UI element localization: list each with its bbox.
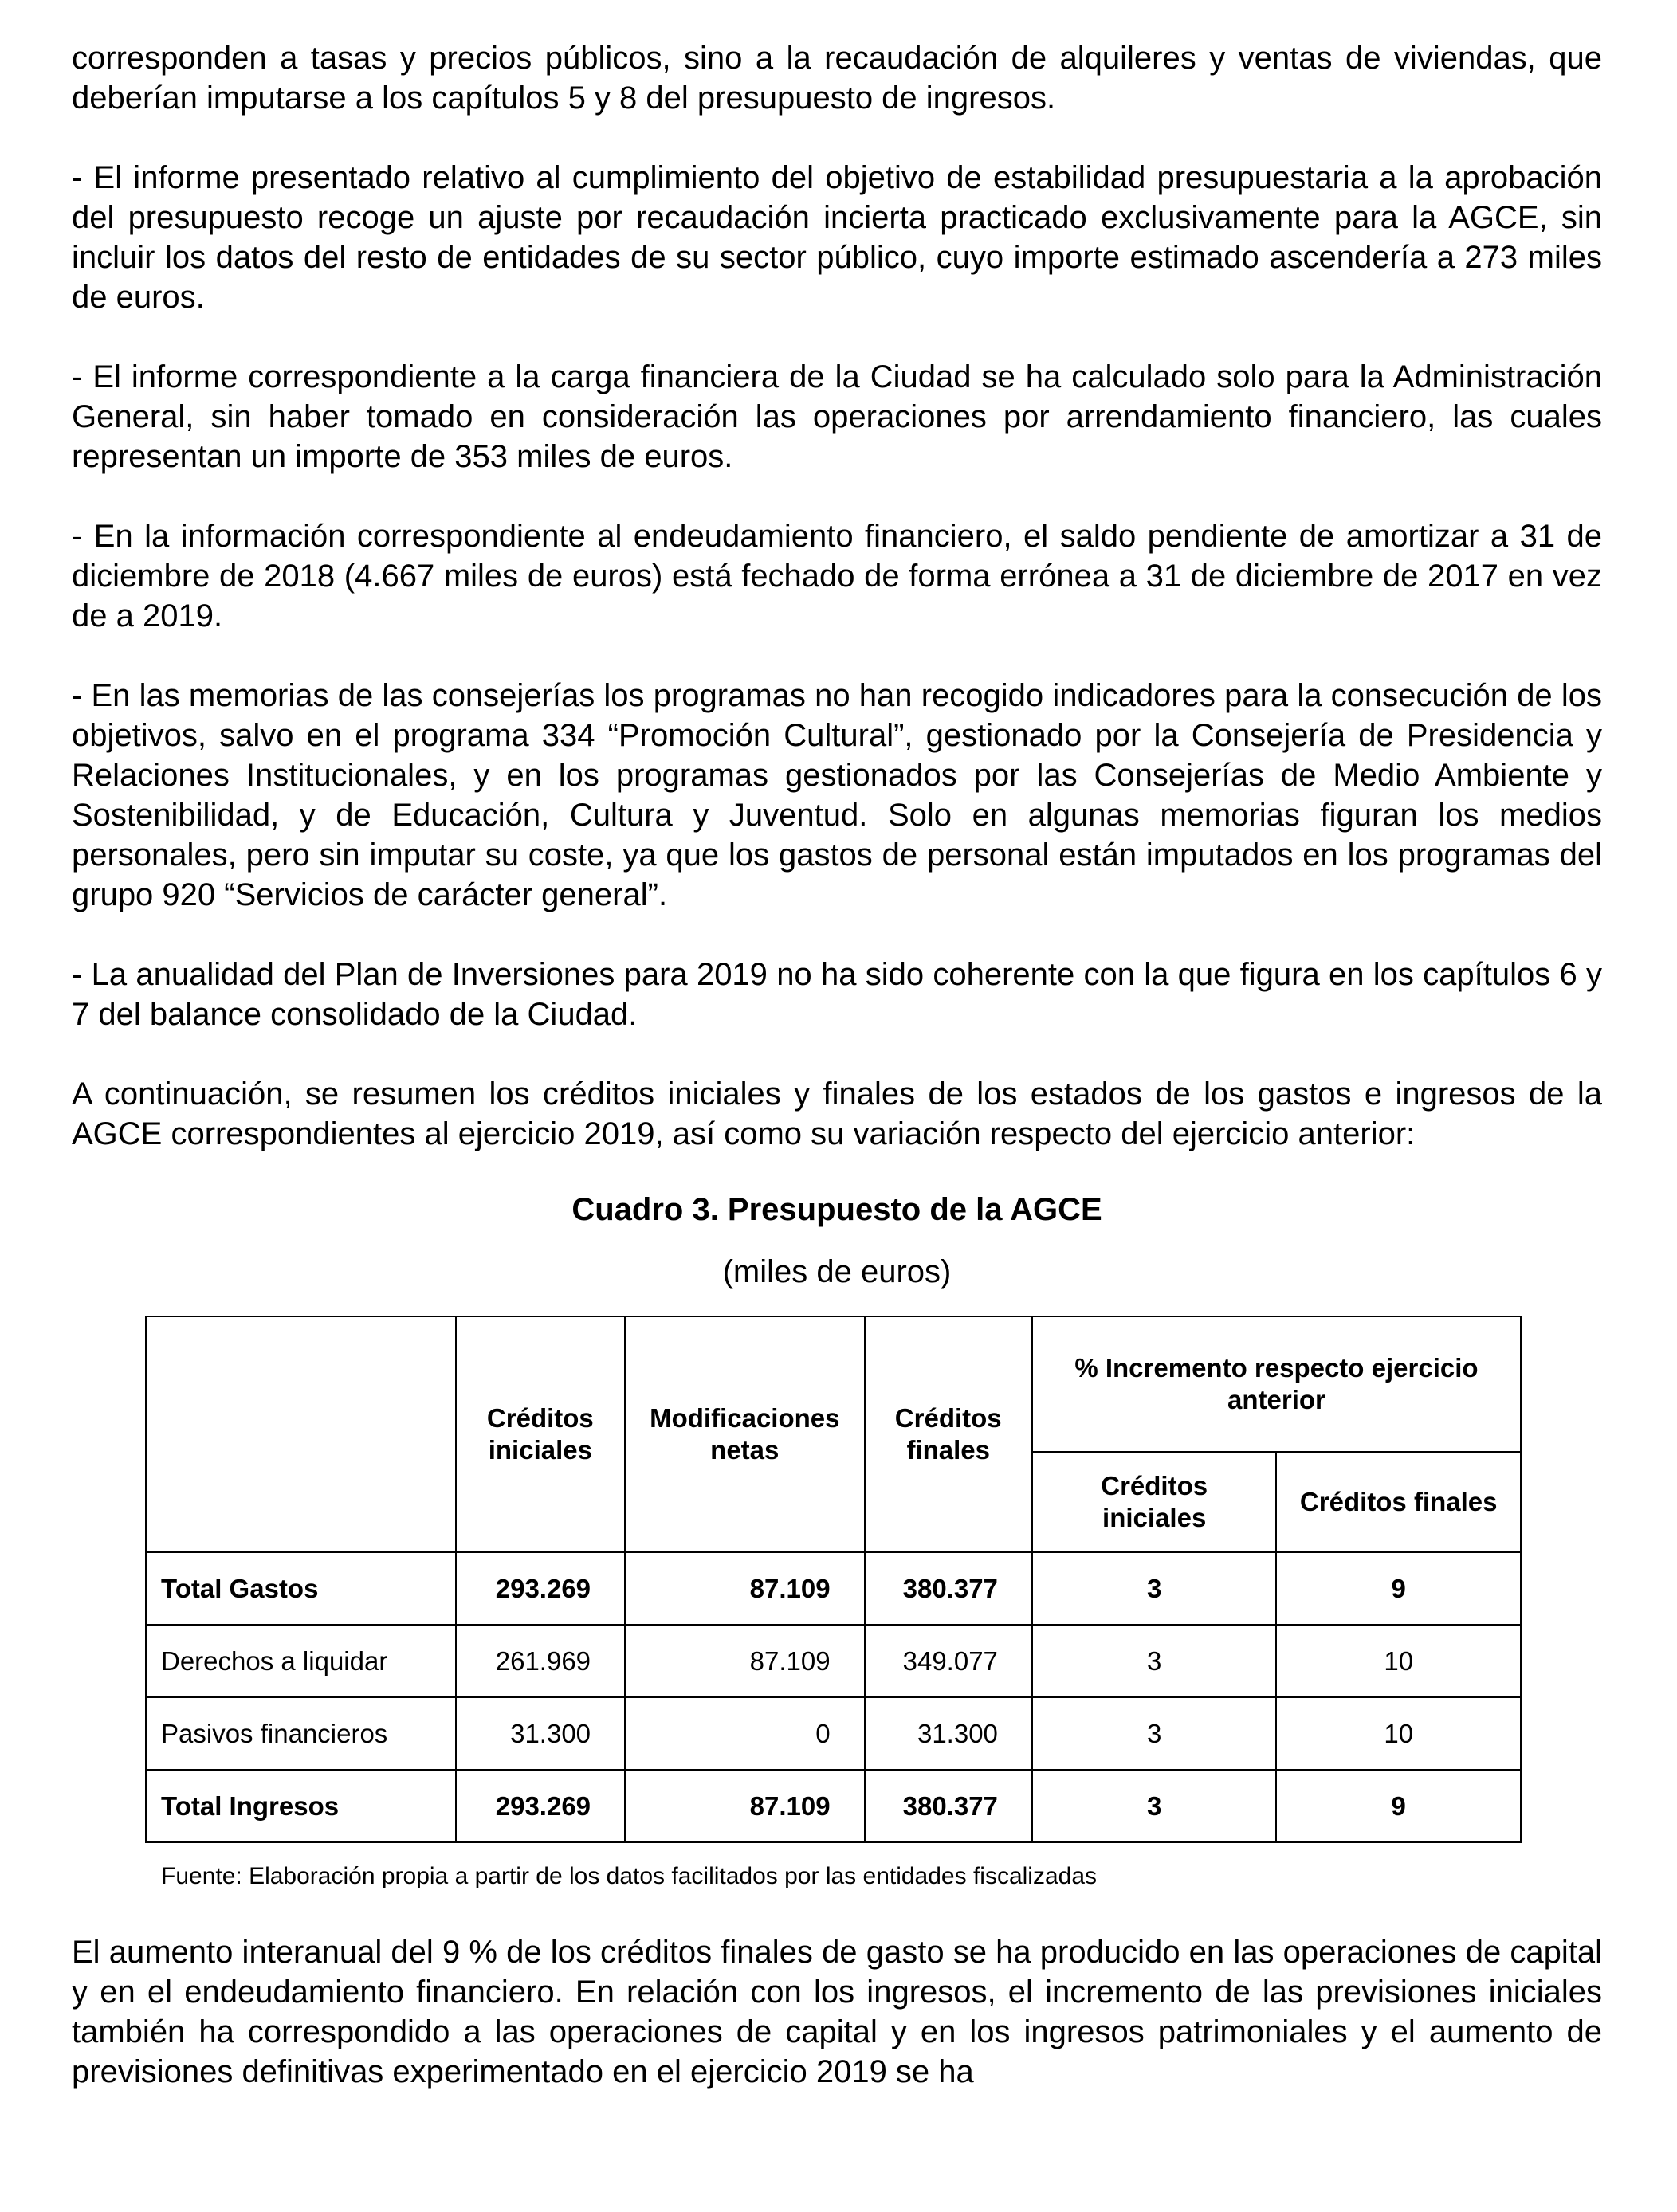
paragraph-estabilidad: - El informe presentado relativo al cumplimiento del objetivo de estabilidad presupuestaria a la aprobación del presupuesto recoge un ajuste por recaudación incierta practicado exclusivamente para la AGCE, sin incluir los datos del resto de entidades de su sector público, cuyo importe estimado ascendería a 273 miles de euros.	[72, 160, 1602, 315]
header-modificaciones-netas: Modificaciones netas	[625, 1316, 865, 1552]
cell-creditos-iniciales: 261.969	[456, 1625, 625, 1697]
table-title: Cuadro 3. Presupuesto de la AGCE	[571, 1192, 1102, 1227]
paragraph-carga-financiera: - El informe correspondiente a la carga financiera de la Ciudad se ha calculado solo para la Administración General, sin haber tomado en consideración las operaciones por arrendamiento financiero, las cuales representan un importe de 353 miles de euros.	[72, 359, 1602, 474]
table-row	[146, 1697, 1521, 1770]
header-creditos-finales: Créditos finales	[865, 1316, 1032, 1552]
header-pct-iniciales: Créditos iniciales	[1032, 1452, 1277, 1552]
row-label: Pasivos financieros	[146, 1697, 456, 1770]
table-row	[146, 1552, 1521, 1625]
cell-pct-finales: 10	[1276, 1625, 1521, 1697]
cell-creditos-finales: 380.377	[865, 1770, 1032, 1842]
cell-pct-iniciales: 3	[1032, 1625, 1277, 1697]
table-row	[146, 1625, 1521, 1697]
document-page	[72, 38, 1602, 2132]
cell-pct-iniciales: 3	[1032, 1770, 1277, 1842]
cell-creditos-iniciales: 31.300	[456, 1697, 625, 1770]
paragraph-intro: corresponden a tasas y precios públicos, sino a la recaudación de alquileres y ventas de viviendas, que deberían imputarse a los capítulos 5 y 8 del presupuesto de ingresos.	[72, 41, 1602, 116]
cell-creditos-finales: 380.377	[865, 1552, 1032, 1625]
cell-modificaciones-netas: 0	[625, 1697, 865, 1770]
budget-table	[145, 1316, 1522, 1843]
paragraph-memorias: - En las memorias de las consejerías los programas no han recogido indicadores para la consecución de los objetivos, salvo en el programa 334 “Promoción Cultural”, gestionado por la Consejería de Presidencia y Relaciones Institucionales, y en los programas gestionados por las Consejerías de Medio Ambiente y Sostenibilidad, y de Educación, Cultura y Juventud. Solo en algunas memorias figuran los medios personales, pero sin imputar su coste, ya que los gastos de personal están imputados en los programas del grupo 920 “Servicios de carácter general”.	[72, 678, 1602, 912]
cell-pct-finales: 9	[1276, 1770, 1521, 1842]
cell-pct-finales: 10	[1276, 1697, 1521, 1770]
paragraph-resumen: A continuación, se resumen los créditos iniciales y finales de los estados de los gastos e ingresos de la AGCE correspondientes al ejercicio 2019, así como su variación respecto del ejercicio anterior:	[72, 1077, 1602, 1151]
cell-creditos-iniciales: 293.269	[456, 1552, 625, 1625]
paragraph-endeudamiento: - En la información correspondiente al endeudamiento financiero, el saldo pendiente de amortizar a 31 de diciembre de 2018 (4.667 miles de euros) está fechado de forma errónea a 31 de diciembre de 2017 en vez de a 2019.	[72, 519, 1602, 633]
cell-pct-finales: 9	[1276, 1552, 1521, 1625]
cell-creditos-finales: 31.300	[865, 1697, 1032, 1770]
cell-modificaciones-netas: 87.109	[625, 1770, 865, 1842]
cell-pct-iniciales: 3	[1032, 1697, 1277, 1770]
header-pct-finales: Créditos finales	[1276, 1452, 1521, 1552]
table-source: Fuente: Elaboración propia a partir de los datos facilitados por las entidades fiscalizadas	[161, 1863, 1098, 1889]
row-label: Total Gastos	[146, 1552, 456, 1625]
cell-pct-iniciales: 3	[1032, 1552, 1277, 1625]
table-row	[146, 1770, 1521, 1842]
cell-modificaciones-netas: 87.109	[625, 1552, 865, 1625]
row-label: Total Ingresos	[146, 1770, 456, 1842]
table-units: (miles de euros)	[722, 1254, 952, 1289]
row-label: Derechos a liquidar	[146, 1625, 456, 1697]
header-empty-cell	[146, 1316, 456, 1552]
paragraph-closing: El aumento interanual del 9 % de los créditos finales de gasto se ha producido en las operaciones de capital y en el endeudamiento financiero. En relación con los ingresos, el incremento de las previsiones iniciales también ha correspondido a las operaciones de capital y en los ingresos patrimoniales y el aumento de previsiones definitivas experimentado en el ejercicio 2019 se ha	[72, 1935, 1602, 2089]
cell-creditos-finales: 349.077	[865, 1625, 1032, 1697]
cell-creditos-iniciales: 293.269	[456, 1770, 625, 1842]
paragraph-plan-inversiones: - La anualidad del Plan de Inversiones para 2019 no ha sido coherente con la que figura en los capítulos 6 y 7 del balance consolidado de la Ciudad.	[72, 957, 1602, 1032]
header-creditos-iniciales: Créditos iniciales	[456, 1316, 625, 1552]
cell-modificaciones-netas: 87.109	[625, 1625, 865, 1697]
header-pct-group: % Incremento respecto ejercicio anterior	[1032, 1316, 1521, 1452]
